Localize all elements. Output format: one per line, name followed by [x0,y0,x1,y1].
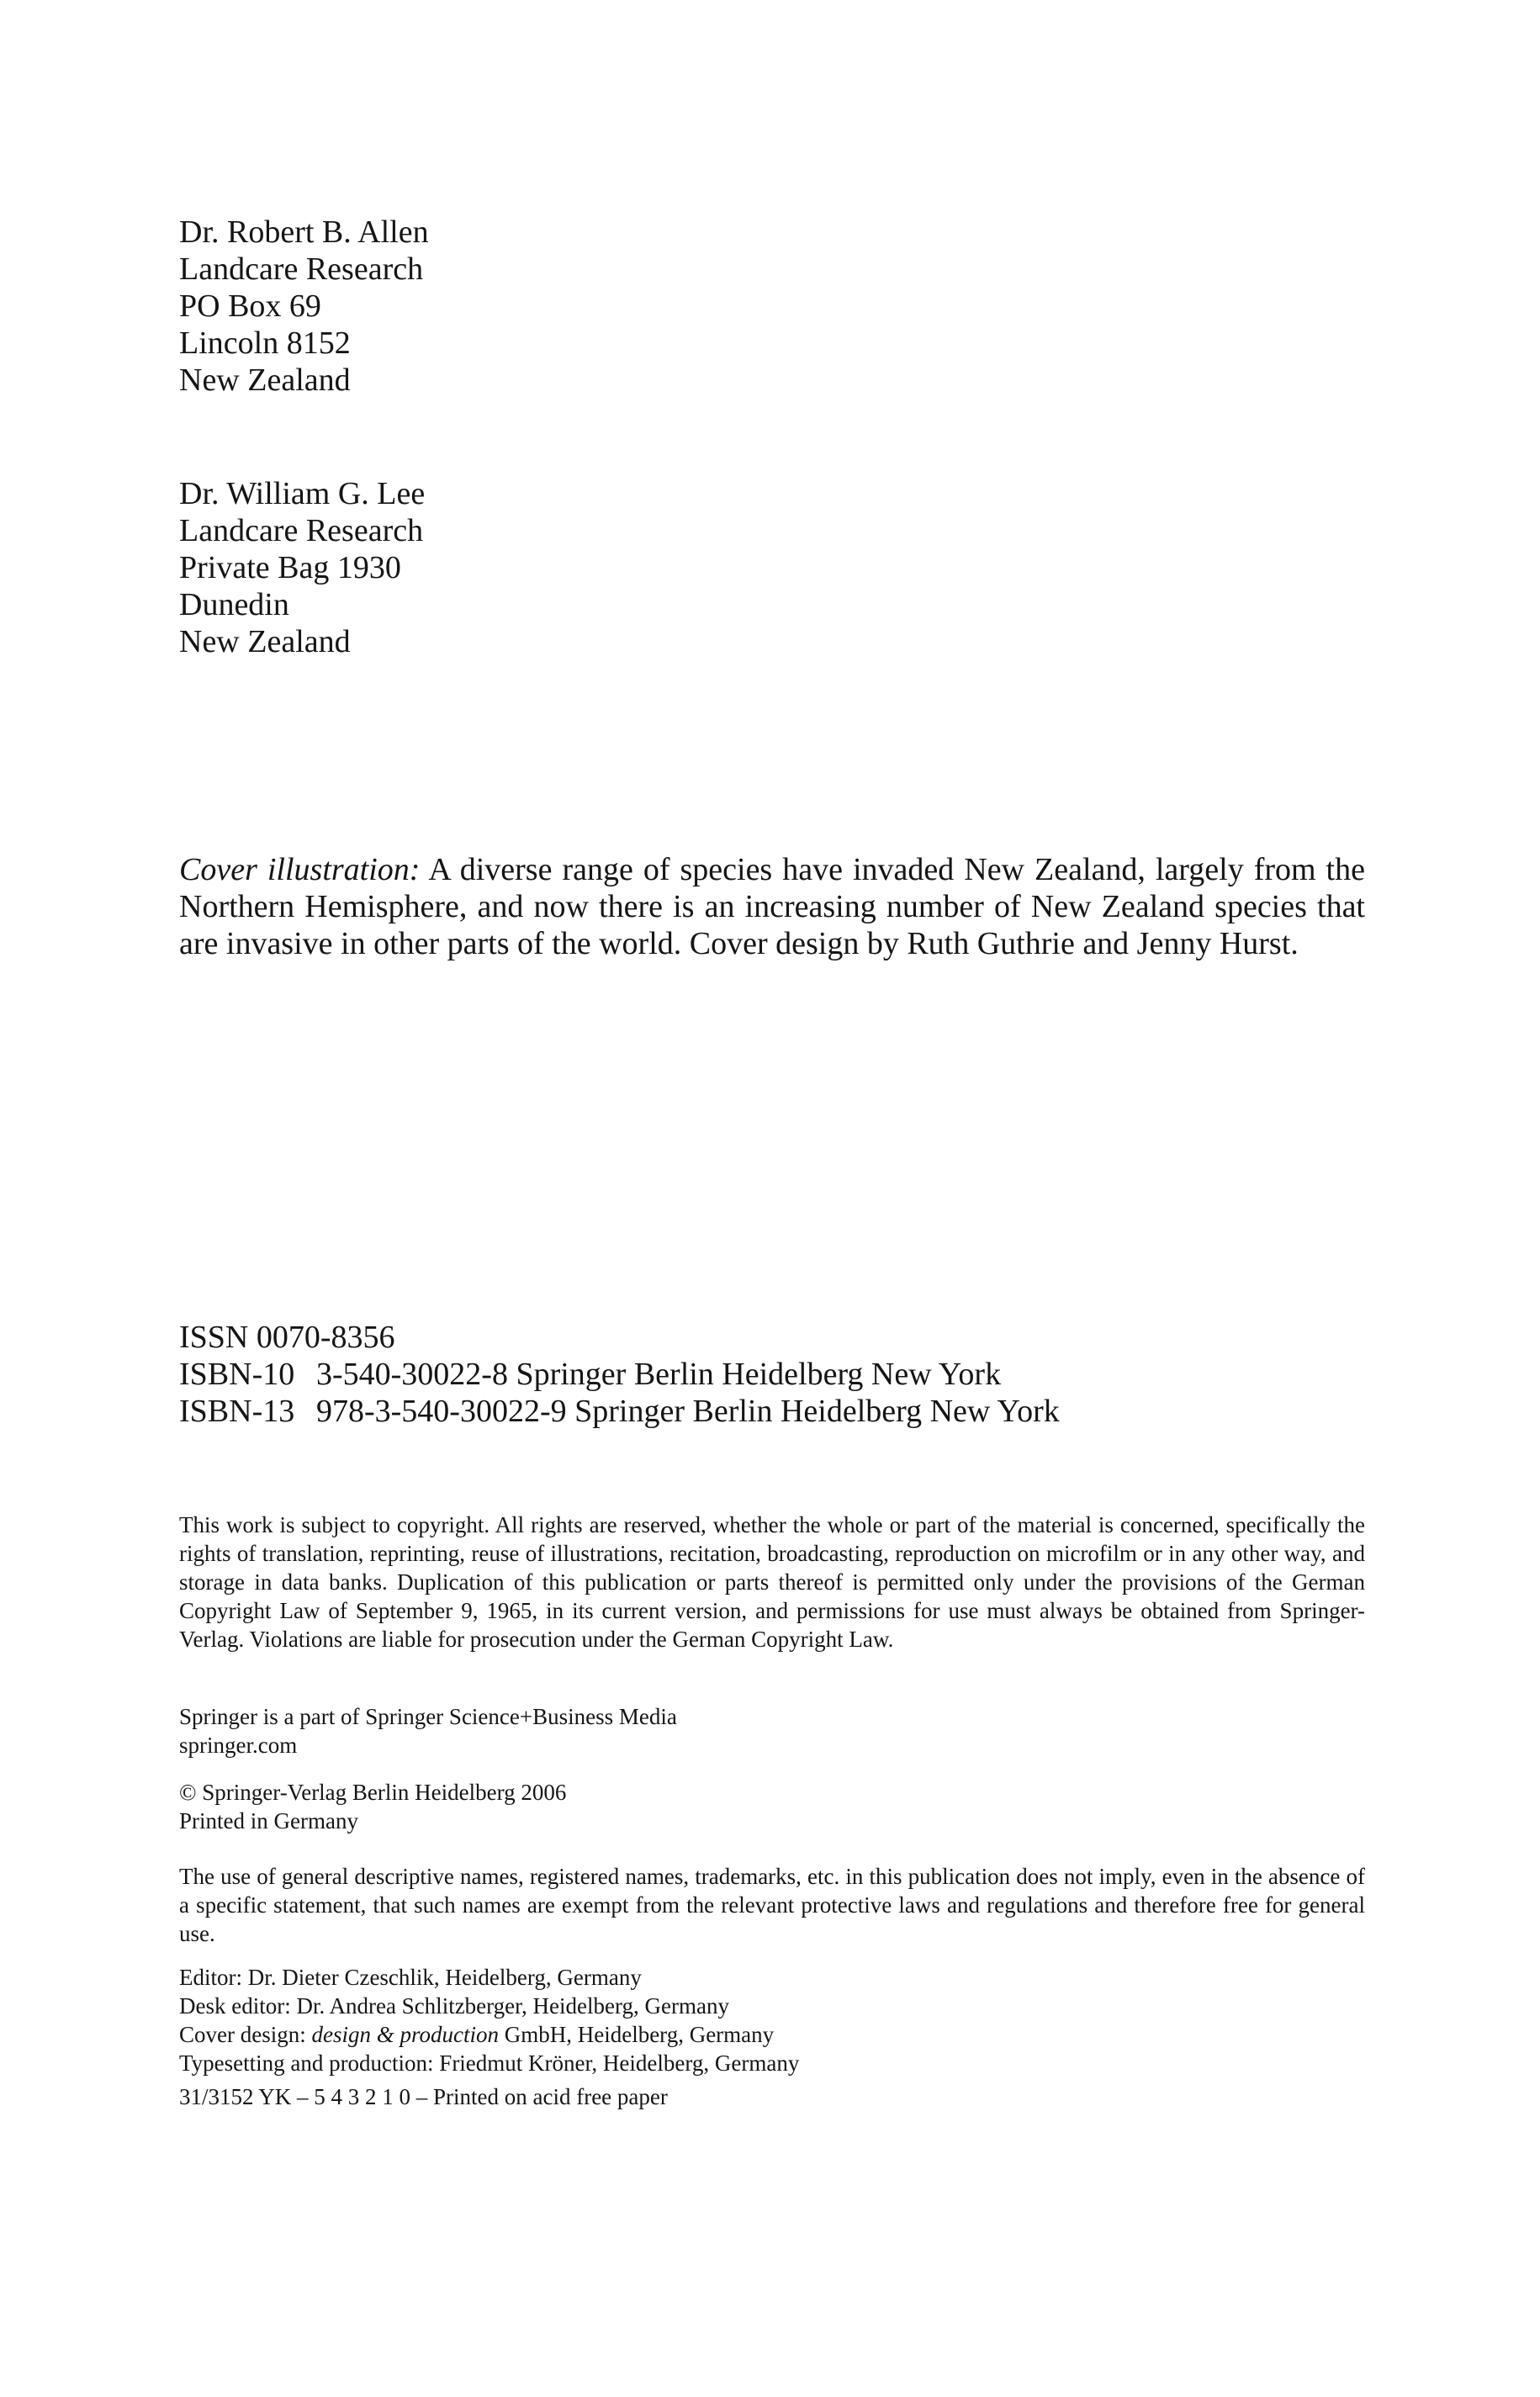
cover-design-suffix: GmbH, Heidelberg, Germany [498,2022,775,2047]
isbn-block [179,1319,1365,1430]
isbn-10 [179,1356,1365,1393]
printed-in-line: Printed in Germany [179,1808,358,1833]
cover-design-credit [179,2020,1365,2049]
publisher-website: springer.com [179,1733,298,1758]
print-line: 31/3152 YK – 5 4 3 2 1 0 – Printed on acid free paper [179,2084,668,2109]
publisher-info [179,1702,1365,1759]
cover-design-prefix: Cover design: [179,2022,312,2047]
isbn-13 [179,1393,1365,1430]
author-name: Dr. Robert B. Allen [179,214,429,250]
cover-illustration-note [179,851,1365,962]
credits [179,1963,1365,2077]
publisher-line: Springer is a part of Springer Science+Business Media [179,1704,677,1729]
author-name: Dr. William G. Lee [179,476,426,511]
author-country: New Zealand [179,362,351,398]
trademark-notice: The use of general descriptive names, registered names, trademarks, etc. in this publication does not imply, even in the absence of a specific statement, that such names are exempt from the relevant protective laws and regulations and therefore free for general use. [179,1864,1365,1946]
author-institution: Landcare Research [179,251,424,287]
typesetting-credit: Typesetting and production: Friedmut Kröner, Heidelberg, Germany [179,2050,800,2076]
isbn-10-label: ISBN-10 [179,1357,295,1392]
cover-illustration-label: Cover illustration: [179,852,421,887]
cover-illustration-text: A diverse range of species have invaded New Zealand, largely from the Northern Hemisphere, and now there is an increasing number of New Zealand species that are invasive in other parts of the world. Cover design by Ruth Guthrie and Jenny Hurst. [179,852,1365,961]
author-country: New Zealand [179,624,351,659]
author-institution: Landcare Research [179,513,424,548]
copyright-line: © Springer-Verlag Berlin Heidelberg 2006 [179,1780,567,1805]
isbn-13-label: ISBN-13 [179,1394,295,1429]
isbn-13-value: 978-3-540-30022-9 Springer Berlin Heidelberg New York [316,1394,1060,1429]
author-postbox: Private Bag 1930 [179,550,401,585]
isbn-10-value: 3-540-30022-8 Springer Berlin Heidelberg New York [316,1357,1002,1392]
issn: ISSN 0070-8356 [179,1320,395,1355]
author-city: Dunedin [179,587,289,622]
desk-editor-credit: Desk editor: Dr. Andrea Schlitzberger, Heidelberg, Germany [179,1993,729,2019]
editor-credit: Editor: Dr. Dieter Czeschlik, Heidelberg, Germany [179,1965,642,1990]
author-postbox: PO Box 69 [179,288,321,324]
cover-design-studio: design & production [311,2022,499,2047]
author-address-1 [179,214,1365,399]
imprint-info [179,1778,1365,1835]
copyright-notice: This work is subject to copyright. All rights are reserved, whether the whole or part of the material is concerned, specifically the rights of translation, reprinting, reuse of illustrations, recitation, broadcasting, reproduction on microfilm or in any other way, and storage in data banks. Duplication of this publication or parts thereof is permitted only under the provisions of the German Copyright Law of September 9, 1965, in its current version, and permissions for use must always be obtained from Springer-Verlag. Violations are liable for prosecution under the German Copyright Law. [179,1512,1365,1652]
author-address-2 [179,475,1365,660]
author-city: Lincoln 8152 [179,325,351,361]
